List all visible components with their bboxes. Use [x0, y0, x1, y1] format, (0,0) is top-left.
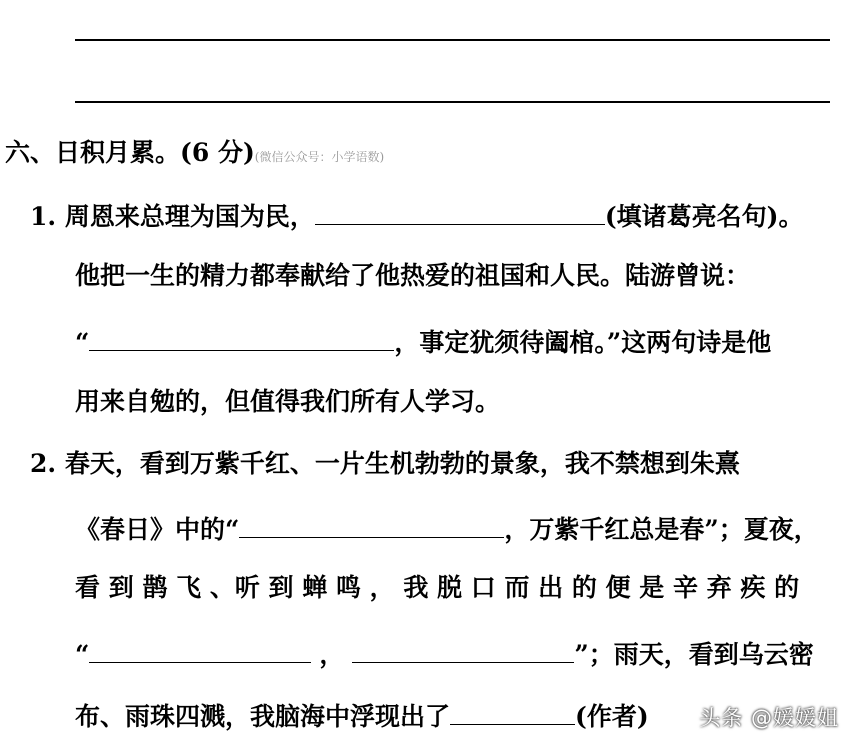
q2-open-quote: “	[75, 640, 90, 669]
q1-text-3b: ，事定犹须待阖棺。”这两句诗是他	[394, 328, 772, 357]
q2-line-2	[75, 511, 819, 545]
q2-blank-4[interactable]	[450, 698, 575, 725]
q2-text-5b: (作者)	[575, 702, 649, 731]
q1-line-3	[75, 324, 771, 358]
q2-line-4	[75, 636, 814, 670]
answer-line-2	[75, 101, 830, 103]
q2-text-3: 看 到 鹊 飞 、听 到 蝉 鸣 ， 我 脱 口 而 出 的 便 是 辛 弃 疾 的	[75, 573, 800, 602]
q2-text-2b: ，万紫千红总是春”；夏夜，	[504, 515, 819, 544]
q1-blank-1[interactable]	[315, 198, 605, 225]
q2-blank-3[interactable]	[352, 636, 574, 663]
q2-text-1: 春天，看到万紫千红、一片生机勃勃的景象，我不禁想到朱熹	[64, 449, 740, 478]
section-heading	[5, 138, 384, 172]
q2-line-5	[75, 698, 649, 732]
q1-line-4	[75, 387, 500, 417]
watermark: 头条 @媛媛姐	[699, 706, 839, 730]
q1-blank-2[interactable]	[89, 324, 394, 351]
q2-comma: ，	[319, 640, 345, 669]
section-note: (微信公众号：小学语数)	[254, 150, 385, 164]
q2-text-2a: 《春日》中的“	[75, 515, 240, 544]
section-title: 六、日积月累。	[5, 138, 181, 167]
section-score: (6 分)	[180, 138, 255, 167]
q2-blank-1[interactable]	[239, 511, 504, 538]
q2-line-3	[75, 573, 799, 603]
q2-blank-2[interactable]	[89, 636, 311, 663]
q1-text-1a: 周恩来总理为国为民，	[64, 202, 315, 231]
q1-open-quote: “	[75, 328, 90, 357]
q2-number: 2.	[30, 449, 57, 478]
q1-text-1b: (填诸葛亮名句)。	[604, 202, 804, 231]
q2-text-5a: 布、雨珠四溅，我脑海中浮现出了	[75, 702, 451, 731]
q1-text-4: 用来自勉的，但值得我们所有人学习。	[75, 387, 501, 416]
q1-line-2	[75, 261, 750, 291]
q2-text-4c: ”；雨天，看到乌云密	[574, 640, 814, 669]
answer-line-1	[75, 39, 830, 41]
q1-line-1	[30, 198, 804, 232]
q1-text-2: 他把一生的精力都奉献给了他热爱的祖国和人民。陆游曾说：	[75, 261, 751, 290]
q2-line-1	[30, 449, 740, 479]
q1-number: 1.	[30, 202, 57, 231]
